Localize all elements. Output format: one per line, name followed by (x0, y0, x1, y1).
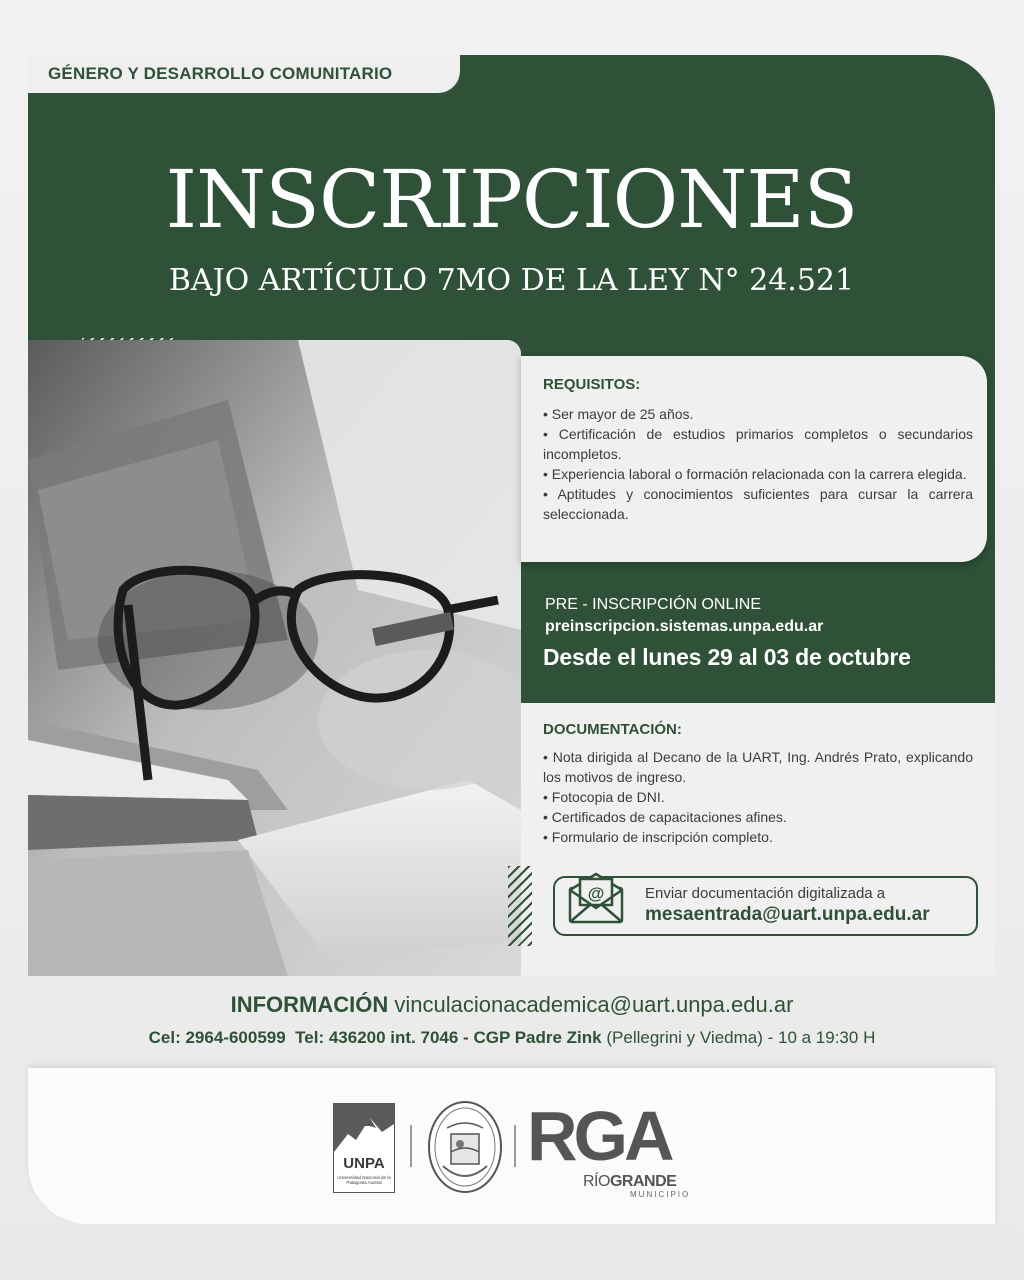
rga-city (583, 1173, 676, 1191)
info-tel: Tel: 436200 int. 7046 - (295, 1028, 469, 1047)
page-subtitle: BAJO ARTÍCULO 7MO DE LA LEY N° 24.521 (168, 263, 855, 298)
list-item: • Formulario de inscripción completo. (543, 829, 773, 845)
list-item: • Certificados de capacitaciones afines. (543, 809, 787, 825)
info-cel: Cel: 2964-600599 (148, 1028, 286, 1047)
list-item: • Ser mayor de 25 años. (543, 406, 694, 422)
list-item: • Nota dirigida al Decano de la UART, Ing. Andrés Prato, explicando los motivos de ingreso. (543, 749, 973, 785)
list-item: • Certificación de estudios primarios completos o secundarios incompletos. (543, 426, 973, 462)
documentation-heading: DOCUMENTACIÓN: (543, 721, 682, 738)
requirements-card (521, 356, 987, 562)
mountain-icon (334, 1104, 394, 1152)
logo-divider (410, 1125, 412, 1167)
documentation-list (543, 747, 973, 847)
unpa-subtitle: Universidad Nacional de la Patagonia Austral (337, 1175, 391, 1185)
decorative-hatch (508, 866, 532, 946)
logo-band (28, 1068, 995, 1224)
rga-logo: RGA (527, 1097, 671, 1175)
info-label: INFORMACIÓN (230, 992, 389, 1017)
rga-city-light: RÍO (583, 1173, 610, 1190)
send-documentation-label: Enviar documentación digitalizada a (645, 885, 886, 902)
logo-divider (514, 1125, 516, 1167)
info-place-detail: (Pellegrini y Viedma) - 10 a 19:30 H (606, 1028, 876, 1047)
requirements-list (543, 404, 973, 524)
send-documentation-email[interactable]: mesaentrada@uart.unpa.edu.ar (645, 904, 930, 925)
svg-text:@: @ (587, 884, 605, 903)
send-documentation-box[interactable] (553, 876, 978, 936)
rga-city-bold: GRANDE (609, 1173, 677, 1190)
page-title: INSCRIPCIONES (165, 153, 858, 246)
requirements-heading: REQUISITOS: (543, 376, 641, 393)
decorative-dots (295, 940, 465, 966)
rga-municipio: MUNICIPIO (630, 1190, 691, 1199)
glasses-photo (28, 340, 521, 976)
category-label: GÉNERO Y DESARROLLO COMUNITARIO (48, 64, 393, 83)
unpa-name: UNPA (343, 1155, 385, 1172)
category-tab (28, 55, 460, 93)
contact-phones-line (0, 1028, 1024, 1048)
envelope-at-icon (567, 870, 625, 928)
list-item: • Fotocopia de DNI. (543, 789, 665, 805)
list-item: • Aptitudes y conocimientos suficientes para cursar la carrera seleccionada. (543, 486, 973, 522)
unpa-logo (333, 1103, 395, 1193)
preregistration-link[interactable]: preinscripcion.sistemas.unpa.edu.ar (545, 618, 824, 635)
info-place: CGP Padre Zink (473, 1028, 602, 1047)
contact-info-line (0, 992, 1024, 1018)
list-item: • Experiencia laboral o formación relacionada con la carrera elegida. (543, 466, 967, 482)
preregistration-dates: Desde el lunes 29 al 03 de octubre (543, 644, 911, 670)
glasses-illustration (28, 340, 521, 976)
preregistration-label: PRE - INSCRIPCIÓN ONLINE (545, 596, 762, 613)
municipal-seal-icon (427, 1100, 503, 1194)
info-email[interactable]: vinculacionacademica@uart.unpa.edu.ar (394, 992, 794, 1017)
